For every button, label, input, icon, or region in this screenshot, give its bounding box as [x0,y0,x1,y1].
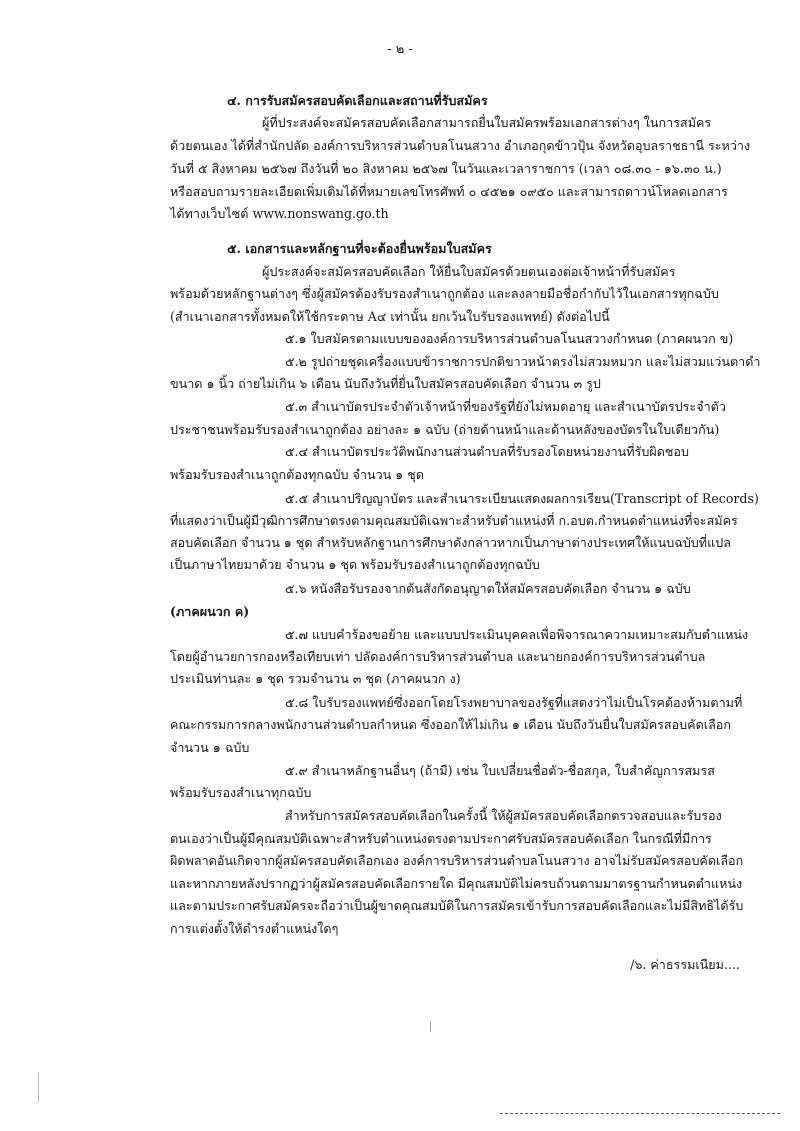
paragraph-line: และตามประกาศรับสมัครจะถือว่าเป็นผู้ขาดคุณสมบัติในการสมัครเข้ารับการสอบคัดเลือกและไม่มีสิทธิได้รับ [170,898,744,913]
paragraph-line: เป็นภาษาไทยมาด้วย จำนวน ๑ ชุด พร้อมรับรองสำเนาถูกต้องทุกฉบับ [170,557,540,572]
paragraph-line: หรือสอบถามรายละเอียดเพิ่มเติมได้ที่หมายเลขโทรศัพท์ ๐ ๔๕๒๑ ๐๙๕๐ และสามารถดาวน์โหลดเอกสาร [170,184,728,199]
paragraph-line: ผิดพลาดอันเกิดจากผู้สมัครสอบคัดเลือกเอง องค์การบริหารส่วนตำบลโนนสวาง อาจไม่รับสมัครสอบคัดเลือก [170,853,744,868]
paragraph-line: สอบคัดเลือก จำนวน ๑ ชุด สำหรับหลักฐานการศึกษาดังกล่าวหากเป็นภาษาต่างประเทศให้แนบฉบับที่แปล [170,535,731,550]
paragraph-line: การแต่งตั้งให้ดำรงตำแหน่งใดๆ [170,921,339,936]
paragraph-line: และหากภายหลังปรากฏว่าผู้สมัครสอบคัดเลือกรายใด มีคุณสมบัติไม่ครบถ้วนตามมาตรฐานกำหนดตำแหน่ง [170,876,743,891]
paragraph-line: ที่แสดงว่าเป็นผู้มีวุฒิการศึกษาตรงตามคุณสมบัติเฉพาะสำหรับตำแหน่งที่ ก.อบต.กำหนดตำแหน่งที่จะสมัคร [170,513,738,528]
paragraph-line: โดยผู้อำนวยการกองหรือเทียบเท่า ปลัดองค์การบริหารส่วนตำบล และนายกองค์การบริหารส่วนตำบล [170,649,706,664]
list-item-5-5: ๕.๕ สำเนาปริญญาบัตร และสำเนาระเบียนแสดงผลการเรียน(Transcript of Records) [285,491,759,506]
list-item-5-7: ๕.๗ แบบคำร้องขอย้าย และแบบประเมินบุคคลเพื่อพิจารณาความเหมาะสมกับตำแหน่ง [285,627,749,642]
paragraph-line: ตนเองว่าเป็นผู้มีคุณสมบัติเฉพาะสำหรับตำแหน่งตรงตามประกาศรับสมัครสอบคัดเลือก ในกรณีที่มีการ [170,831,712,846]
paragraph-line: ด้วยตนเอง ได้ที่สำนักปลัด องค์การบริหารส่วนตำบลโนนสวาง อำเภอกุดข้าวปุ้น จังหวัดอุบลราชธานี ระหว่าง [170,138,751,153]
paragraph-line: ผู้ที่ประสงค์จะสมัครสอบคัดเลือกสามารถยื่นใบสมัครพร้อมเอกสารต่างๆ ในการสมัคร [262,115,712,130]
continuation-footer: /๖. ค่าธรรมเนียม.... [630,957,740,972]
list-item-5-4: ๕.๔ สำเนาบัตรประวัติพนักงานส่วนตำบลที่รับรองโดยหน่วยงานที่รับผิดชอบ [285,444,689,459]
paragraph-line: (สำเนาเอกสารทั้งหมดให้ใช้กระดาษ A๔ เท่านั้น ยกเว้นใบรับรองแพทย์) ดังต่อไปนี้ [170,309,610,324]
paragraph-line: ขนาด ๑ นิ้ว ถ่ายไม่เกิน ๖ เดือน นับถึงวันที่ยื่นใบสมัครสอบคัดเลือก จำนวน ๓ รูป [170,376,601,391]
section-5-heading: ๕. เอกสารและหลักฐานที่จะต้องยื่นพร้อมใบสมัคร [227,241,492,256]
list-item-5-8: ๕.๘ ใบรับรองแพทย์ซึ่งออกโดยโรงพยาบาลของรัฐที่แสดงว่าไม่เป็นโรคต้องห้ามตามที่ [285,695,743,710]
paragraph-line: พร้อมด้วยหลักฐานต่างๆ ซึ่งผู้สมัครต้องรับรองสำเนาถูกต้อง และลงลายมือชื่อกำกับไว้ในเอกสารทุกฉบับ [170,286,719,301]
paragraph-line: (ภาคผนวก ค) [170,604,250,619]
page-divider [500,1113,780,1114]
paragraph-line: สำหรับการสมัครสอบคัดเลือกในครั้งนี้ ให้ผู้สมัครสอบคัดเลือกตรวจสอบและรับรอง [285,808,722,823]
scan-mark [38,1072,39,1102]
list-item-5-1: ๕.๑ ใบสมัครตามแบบขององค์การบริหารส่วนตำบลโนนสวางกำหนด (ภาคผนวก ข) [285,331,734,346]
paragraph-line: จำนวน ๑ ฉบับ [170,740,250,755]
section-4-heading: ๔. การรับสมัครสอบคัดเลือกและสถานที่รับสมัคร [227,93,488,108]
list-item-5-9: ๕.๙ สำเนาหลักฐานอื่นๆ (ถ้ามี) เช่น ใบเปลี่ยนชื่อตัว-ชื่อสกุล, ใบสำคัญการสมรส [285,763,715,778]
paragraph-line: ประชาชนพร้อมรับรองสำเนาถูกต้อง อย่างละ ๑ ฉบับ (ถ่ายด้านหน้าและด้านหลังของบัตรในใบเดียวกัน) [170,422,720,437]
paragraph-line: คณะกรรมการกลางพนักงานส่วนตำบลกำหนด ซึ่งออกให้ไม่เกิน ๑ เดือน นับถึงวันยื่นใบสมัครสอบคัดเลือก [170,717,731,732]
list-item-5-2: ๕.๒ รูปถ่ายชุดเครื่องแบบข้าราชการปกติขาวหน้าตรงไม่สวมหมวก และไม่สวมแว่นตาดำ [285,354,761,369]
paragraph-line: พร้อมรับรองสำเนาทุกฉบับ [170,785,312,800]
paragraph-line: ผู้ประสงค์จะสมัครสอบคัดเลือก ให้ยื่นใบสมัครด้วยตนเองต่อเจ้าหน้าที่รับสมัคร [262,264,676,279]
scan-mark [430,1022,431,1032]
list-item-5-3: ๕.๓ สำเนาบัตรประจำตัวเจ้าหน้าที่ของรัฐที่ยังไม่หมดอายุ และสำเนาบัตรประจำตัว [285,399,726,414]
paragraph-line: ประเมินท่านละ ๑ ชุด รวมจำนวน ๓ ชุด (ภาคผนวก ง) [170,671,461,686]
paragraph-line: ได้ทางเว็บไซต์ www.nonswang.go.th [170,206,389,221]
paragraph-line: วันที่ ๕ สิงหาคม ๒๕๖๗ ถึงวันที่ ๒๐ สิงหาคม ๒๕๖๗ ในวันและเวลาราชการ (เวลา ๐๘.๓๐ - ๑๖.๓๐ น.) [170,161,722,176]
paragraph-line: พร้อมรับรองสำเนาถูกต้องทุกฉบับ จำนวน ๑ ชุด [170,467,425,482]
page-number: - ๒ - [387,42,413,57]
list-item-5-6: ๕.๖ หนังสือรับรองจากต้นสังกัดอนุญาตให้สมัครสอบคัดเลือก จำนวน ๑ ฉบับ [285,581,691,596]
